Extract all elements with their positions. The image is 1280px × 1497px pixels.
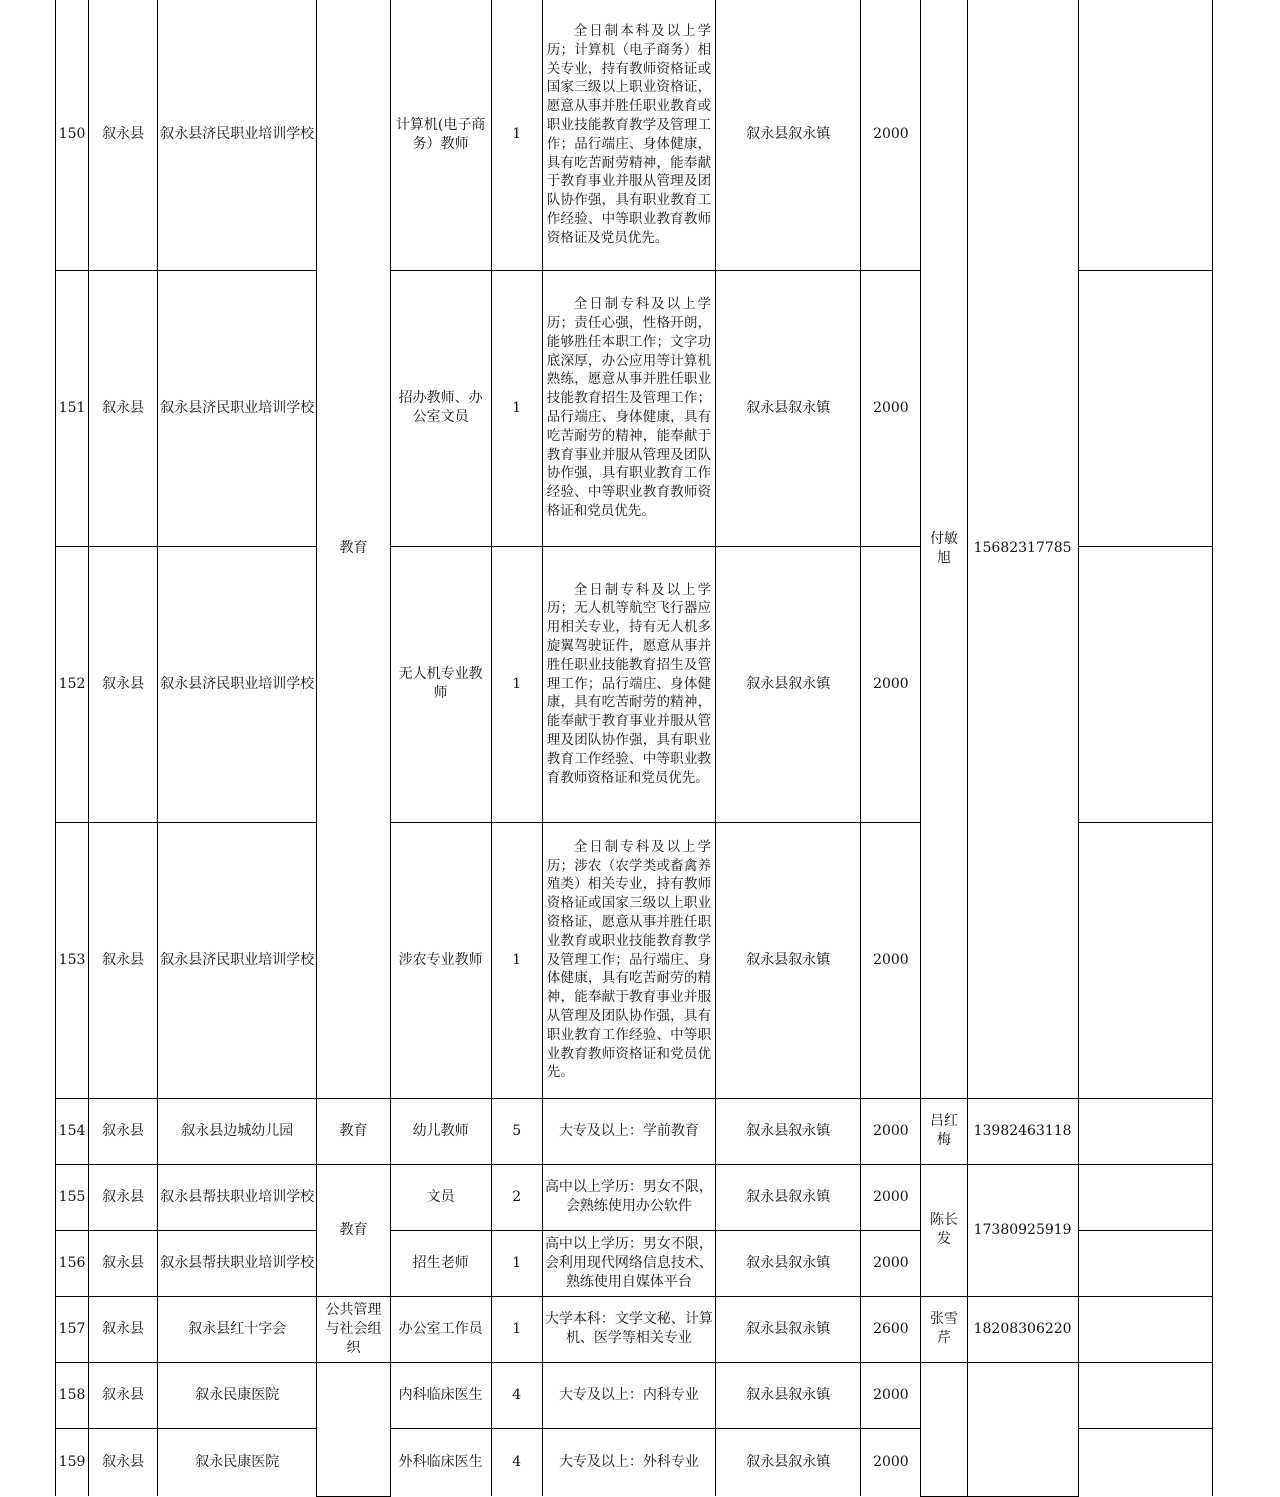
remarks-cell [1078,1428,1212,1496]
row-number: 158 [56,1362,89,1428]
row-number: 153 [56,822,89,1098]
contact-cell: 吕红梅 [921,1098,967,1164]
remarks-cell [1078,1098,1212,1164]
row-number: 151 [56,270,89,546]
requirements-cell: 大专及以上：内科专业 [542,1362,715,1428]
table-row [56,1362,1213,1428]
count-cell: 1 [491,1296,542,1362]
phone-cell: 18208306220 [967,1296,1078,1362]
location-cell: 叙永县叙永镇 [716,1362,861,1428]
requirements-cell: 大学本科：文学文秘、计算机、医学等相关专业 [542,1296,715,1362]
unit-cell: 叙永县济民职业培训学校 [158,546,317,822]
county-cell: 叙永县 [89,1296,158,1362]
remarks-cell [1078,1362,1212,1428]
row-number: 152 [56,546,89,822]
phone-cell: 17380925919 [967,1164,1078,1296]
post-cell: 办公室工作员 [390,1296,491,1362]
location-cell: 叙永县叙永镇 [716,1098,861,1164]
remarks-cell [1078,270,1212,546]
location-cell: 叙永县叙永镇 [716,1296,861,1362]
county-cell: 叙永县 [89,1362,158,1428]
unit-cell: 叙永县济民职业培训学校 [158,270,317,546]
count-cell: 1 [491,1230,542,1296]
contact-cell: 张雪芹 [921,1296,967,1362]
salary-cell: 2000 [861,1098,921,1164]
count-cell: 1 [491,546,542,822]
count-cell: 1 [491,822,542,1098]
requirements-text: 全日制专科及以上学历；涉农（农学类或畜禽养殖类）相关专业，持有教师资格证或国家三级以上职业资格证，愿意从事并胜任职业教育或职业技能教育教学及管理工作；品行端庄、身体健康，具有吃苦耐劳的精神，能奉献于教育事业并服从管理及团队协作强，具有职业教育工作经验、中等职业教育教师资格证和党员优先。 [546,838,712,1081]
contact-cell: 付敏旭 [921,0,967,1098]
count-cell: 2 [491,1164,542,1230]
requirements-cell: 高中以上学历：男女不限，会熟练使用办公软件 [542,1164,715,1230]
salary-cell: 2000 [861,1428,921,1496]
county-cell: 叙永县 [89,0,158,270]
table-row [56,1098,1213,1164]
post-cell: 无人机专业教师 [390,546,491,822]
requirements-cell [542,546,715,822]
salary-cell: 2000 [861,270,921,546]
location-cell: 叙永县叙永镇 [716,546,861,822]
remarks-cell [1078,0,1212,270]
requirements-cell: 大专及以上：学前教育 [542,1098,715,1164]
county-cell: 叙永县 [89,1164,158,1230]
phone-cell [967,1362,1078,1496]
salary-cell: 2000 [861,0,921,270]
row-number: 155 [56,1164,89,1230]
remarks-cell [1078,1164,1212,1230]
phone-cell: 13982463118 [967,1098,1078,1164]
table-row [56,1164,1213,1230]
county-cell: 叙永县 [89,1098,158,1164]
requirements-cell: 大专及以上：外科专业 [542,1428,715,1496]
unit-cell: 叙永民康医院 [158,1362,317,1428]
contact-cell: 陈长发 [921,1164,967,1296]
county-cell: 叙永县 [89,1230,158,1296]
post-cell: 内科临床医生 [390,1362,491,1428]
unit-cell: 叙永县帮扶职业培训学校 [158,1230,317,1296]
requirements-cell [542,1230,715,1296]
phone-cell: 15682317785 [967,0,1078,1098]
salary-cell: 2000 [861,1230,921,1296]
salary-cell: 2000 [861,546,921,822]
post-cell: 计算机(电子商务）教师 [390,0,491,270]
remarks-cell [1078,822,1212,1098]
industry-cell: 公共管理与社会组织 [317,1296,390,1362]
unit-cell: 叙永县边城幼儿园 [158,1098,317,1164]
unit-cell: 叙永民康医院 [158,1428,317,1496]
job-listing-table [55,0,1213,1497]
count-cell: 5 [491,1098,542,1164]
salary-cell: 2600 [861,1296,921,1362]
table-row [56,1296,1213,1362]
row-number: 154 [56,1098,89,1164]
location-cell: 叙永县叙永镇 [716,1230,861,1296]
unit-cell: 叙永县帮扶职业培训学校 [158,1164,317,1230]
remarks-cell [1078,1230,1212,1296]
requirements-text: 高中以上学历：男女不限，会利用现代网络信息技术、熟练使用自媒体平台 [544,1235,713,1290]
county-cell: 叙永县 [89,822,158,1098]
row-number: 150 [56,0,89,270]
post-cell: 幼儿教师 [390,1098,491,1164]
county-cell: 叙永县 [89,1428,158,1496]
count-cell: 4 [491,1362,542,1428]
location-cell: 叙永县叙永镇 [716,270,861,546]
post-cell: 涉农专业教师 [390,822,491,1098]
post-cell: 招生老师 [390,1230,491,1296]
location-cell: 叙永县叙永镇 [716,1164,861,1230]
post-cell: 外科临床医生 [390,1428,491,1496]
row-number: 159 [56,1428,89,1496]
requirements-text: 全日制专科及以上学历；无人机等航空飞行器应用相关专业，持有无人机多旋翼驾驶证件，愿意从事并胜任职业技能教育招生及管理工作；品行端庄、身体健康，具有吃苦耐劳的精神，能奉献于教育事业并服从管理及团队协作强，具有职业教育工作经验、中等职业教育教师资格证和党员优先。 [546,581,712,786]
count-cell: 4 [491,1428,542,1496]
post-cell: 招办教师、办公室文员 [390,270,491,546]
requirements-text: 全日制专科及以上学历；责任心强，性格开朗，能够胜任本职工作；文字功底深厚，办公应用等计算机熟练，愿意从事并胜任职业技能教育招生及管理工作；品行端庄、身体健康，具有吃苦耐劳的精神，能奉献于教育事业并服从管理及团队协作强，具有职业教育工作经验、中等职业教育教师资格证和党员优先。 [546,296,712,519]
county-cell: 叙永县 [89,546,158,822]
salary-cell: 2000 [861,822,921,1098]
county-cell: 叙永县 [89,270,158,546]
location-cell: 叙永县叙永镇 [716,0,861,270]
requirements-text: 全日制本科及以上学历；计算机（电子商务）相关专业，持有教师资格证或国家三级以上职业资格证，愿意从事并胜任职业教育或职业技能教育教学及管理工作；品行端庄、身体健康，具有吃苦耐劳精神，能奉献于教育事业并服从管理及团队协作强，具有职业教育工作经验、中等职业教育教师资格证及党员优先。 [546,22,712,246]
row-number: 157 [56,1296,89,1362]
contact-cell [921,1362,967,1496]
industry-cell: 教育 [317,0,390,1098]
industry-cell: 教育 [317,1164,390,1296]
location-cell: 叙永县叙永镇 [716,822,861,1098]
unit-cell: 叙永县济民职业培训学校 [158,0,317,270]
remarks-cell [1078,1296,1212,1362]
count-cell: 1 [491,0,542,270]
salary-cell: 2000 [861,1362,921,1428]
salary-cell: 2000 [861,1164,921,1230]
unit-cell: 叙永县济民职业培训学校 [158,822,317,1098]
requirements-cell [542,0,715,270]
post-cell: 文员 [390,1164,491,1230]
row-number: 156 [56,1230,89,1296]
unit-cell: 叙永县红十字会 [158,1296,317,1362]
table-row [56,0,1213,270]
requirements-cell [542,822,715,1098]
requirements-cell [542,270,715,546]
industry-cell: 教育 [317,1098,390,1164]
location-cell: 叙永县叙永镇 [716,1428,861,1496]
count-cell: 1 [491,270,542,546]
remarks-cell [1078,546,1212,822]
industry-cell [317,1362,390,1496]
